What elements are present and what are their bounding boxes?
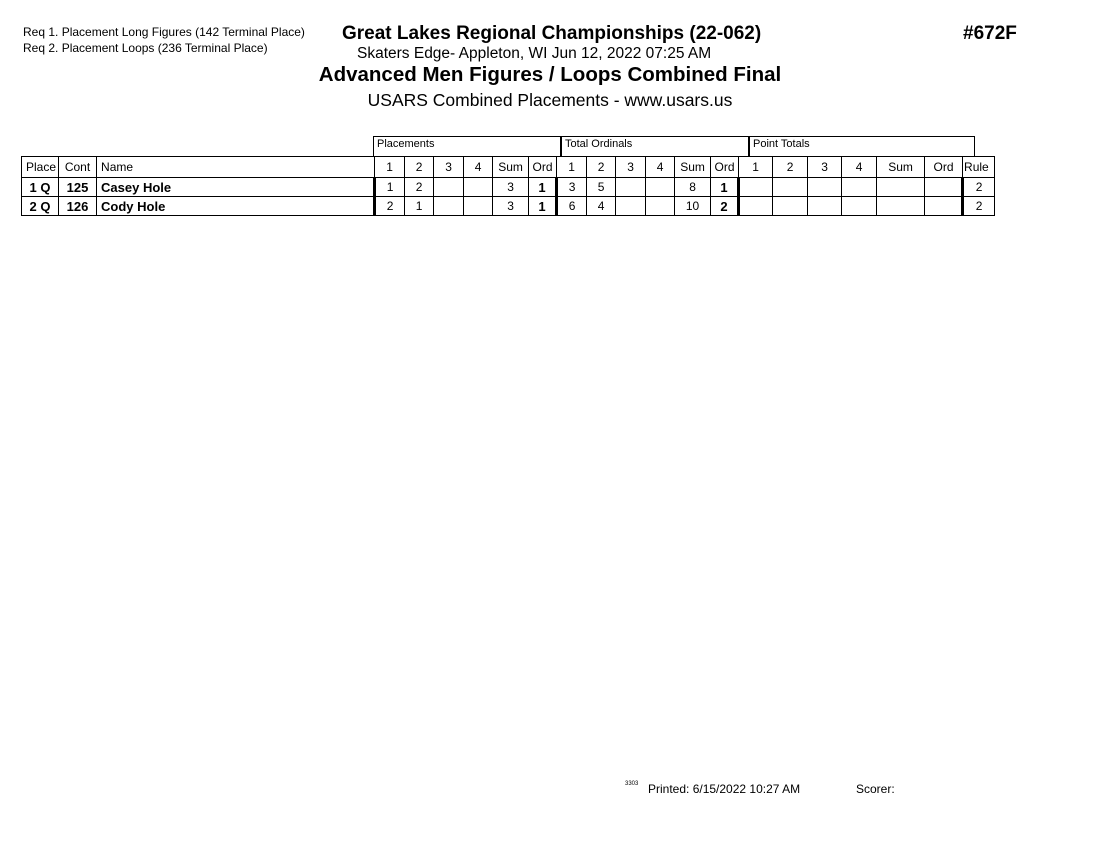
col-header-ordinals-1: 1 <box>557 157 587 178</box>
points-judge-1-cell <box>739 197 773 216</box>
col-header-name: Name <box>97 157 375 178</box>
table-row <box>22 197 995 216</box>
cont-cell: 125 <box>59 178 97 197</box>
place-cell: 2 Q <box>22 197 59 216</box>
col-header-placements-ord: Ord <box>529 157 557 178</box>
points-judge-3-cell <box>808 178 842 197</box>
placement-ord-cell: 1 <box>529 178 557 197</box>
table-row <box>22 178 995 197</box>
place-cell: 1 Q <box>22 178 59 197</box>
table-header-row <box>22 157 995 178</box>
col-header-ordinals-sum: Sum <box>675 157 711 178</box>
col-header-ordinals-ord: Ord <box>711 157 739 178</box>
points-judge-2-cell <box>773 197 808 216</box>
ordinal-ord-cell: 1 <box>711 178 739 197</box>
event-title: Great Lakes Regional Championships (22-062) <box>342 23 762 44</box>
col-header-points-4: 4 <box>842 157 877 178</box>
requirement-2: Req 2. Placement Loops (236 Terminal Place) <box>23 41 268 55</box>
skater-name-cell: Casey Hole <box>97 178 375 197</box>
col-header-rule: Rule <box>963 157 995 178</box>
rule-cell: 2 <box>963 178 995 197</box>
rule-cell: 2 <box>963 197 995 216</box>
col-header-placements-2: 2 <box>405 157 434 178</box>
points-judge-3-cell <box>808 197 842 216</box>
point-totals-group-header: Point Totals <box>749 136 975 156</box>
ordinal-sum-cell: 8 <box>675 178 711 197</box>
placement-judge-4-cell <box>464 197 493 216</box>
event-id: #672F <box>963 23 1017 44</box>
printed-timestamp: Printed: 6/15/2022 10:27 AM <box>648 782 801 796</box>
placement-judge-2-cell: 1 <box>405 197 434 216</box>
col-header-ordinals-3: 3 <box>616 157 646 178</box>
ordinal-judge-3-cell <box>616 197 646 216</box>
col-header-ordinals-2: 2 <box>587 157 616 178</box>
ordinal-judge-1-cell: 6 <box>557 197 587 216</box>
ordinal-judge-2-cell: 4 <box>587 197 616 216</box>
col-header-points-1: 1 <box>739 157 773 178</box>
points-judge-4-cell <box>842 197 877 216</box>
placement-sum-cell: 3 <box>493 197 529 216</box>
ordinal-judge-4-cell <box>646 178 675 197</box>
placement-ord-cell: 1 <box>529 197 557 216</box>
ordinal-sum-cell: 10 <box>675 197 711 216</box>
col-header-placements-3: 3 <box>434 157 464 178</box>
col-header-points-2: 2 <box>773 157 808 178</box>
ordinal-judge-3-cell <box>616 178 646 197</box>
points-judge-1-cell <box>739 178 773 197</box>
points-judge-4-cell <box>842 178 877 197</box>
placement-judge-3-cell <box>434 197 464 216</box>
total-ordinals-group-header: Total Ordinals <box>561 136 749 156</box>
points-ord-cell <box>925 197 963 216</box>
col-header-ordinals-4: 4 <box>646 157 675 178</box>
placement-judge-2-cell: 2 <box>405 178 434 197</box>
col-header-points-sum: Sum <box>877 157 925 178</box>
points-sum-cell <box>877 197 925 216</box>
placement-sum-cell: 3 <box>493 178 529 197</box>
cont-cell: 126 <box>59 197 97 216</box>
col-header-placements-1: 1 <box>375 157 405 178</box>
placements-group-header: Placements <box>373 136 561 156</box>
points-sum-cell <box>877 178 925 197</box>
ordinal-ord-cell: 2 <box>711 197 739 216</box>
col-header-points-ord: Ord <box>925 157 963 178</box>
col-header-points-3: 3 <box>808 157 842 178</box>
col-header-placements-4: 4 <box>464 157 493 178</box>
placement-judge-3-cell <box>434 178 464 197</box>
col-header-placements-sum: Sum <box>493 157 529 178</box>
event-name: Advanced Men Figures / Loops Combined Final <box>318 63 782 86</box>
venue-line: Skaters Edge- Appleton, WI Jun 12, 2022 07:25 AM <box>357 45 712 62</box>
points-judge-2-cell <box>773 178 808 197</box>
points-ord-cell <box>925 178 963 197</box>
placement-judge-1-cell: 2 <box>375 197 405 216</box>
report-code: 3303 <box>625 781 639 787</box>
ordinal-judge-4-cell <box>646 197 675 216</box>
ordinal-judge-2-cell: 5 <box>587 178 616 197</box>
skater-name-cell: Cody Hole <box>97 197 375 216</box>
placement-judge-4-cell <box>464 178 493 197</box>
col-header-cont: Cont <box>59 157 97 178</box>
ordinal-judge-1-cell: 3 <box>557 178 587 197</box>
results-table <box>21 156 995 216</box>
placement-judge-1-cell: 1 <box>375 178 405 197</box>
requirement-1: Req 1. Placement Long Figures (142 Terminal Place) <box>23 25 305 39</box>
page-subtitle: USARS Combined Placements - www.usars.us <box>367 90 733 110</box>
col-header-place: Place <box>22 157 59 178</box>
scorer-label: Scorer: <box>856 782 895 796</box>
